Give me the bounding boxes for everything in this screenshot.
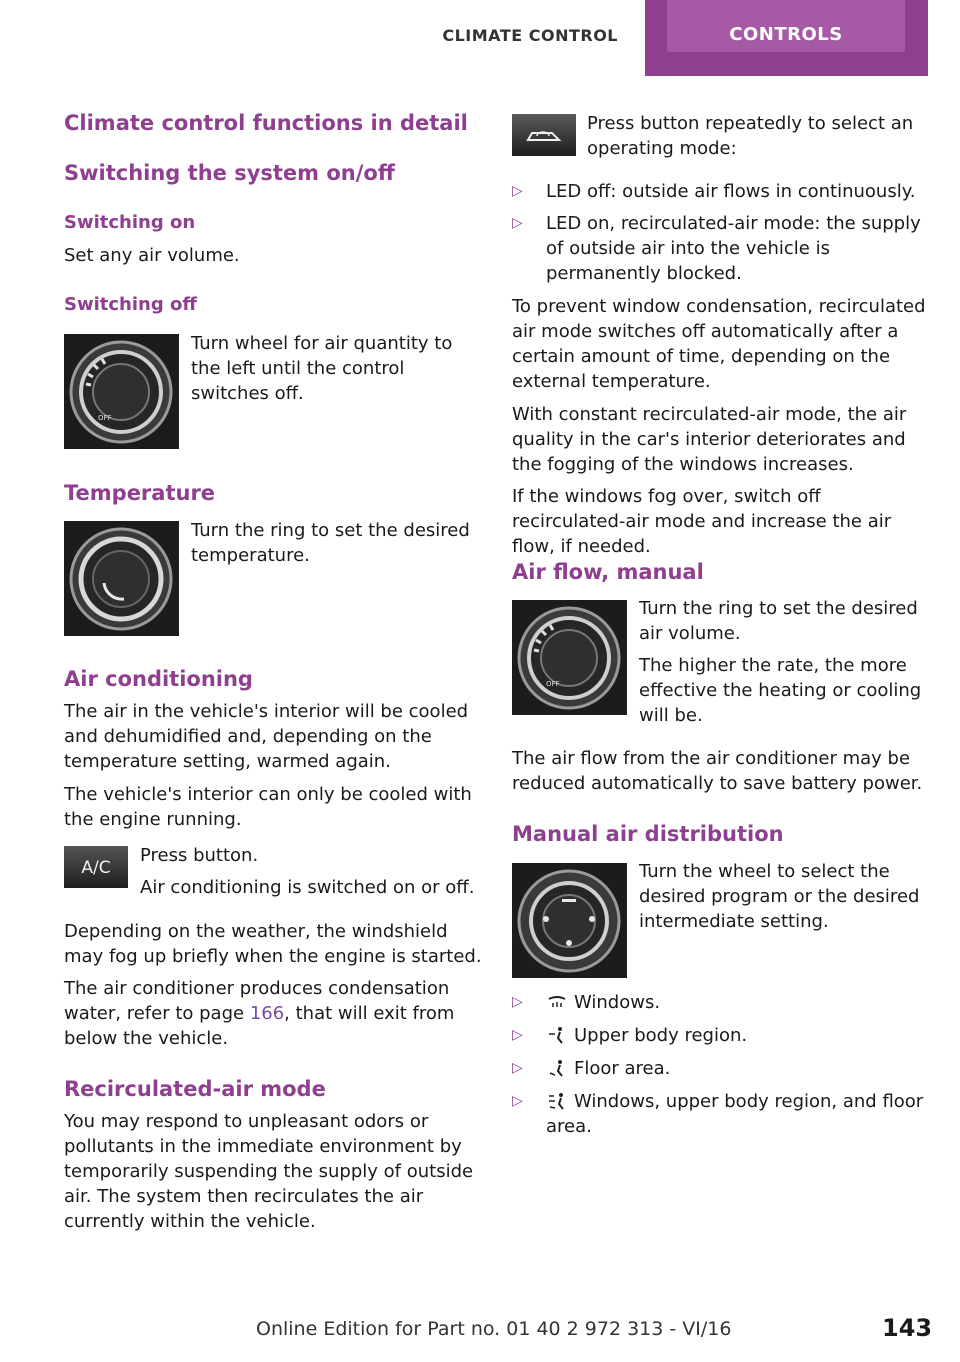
list-item bbox=[512, 990, 932, 1015]
list-item bbox=[512, 1023, 932, 1048]
bullet-triangle-icon: ▷ bbox=[512, 1027, 523, 1043]
dial-off-label: OFF bbox=[98, 414, 112, 422]
text-condensation-a: The air conditioner produces condensation water, refer to page bbox=[64, 978, 450, 1024]
page-number: 143 bbox=[882, 1314, 933, 1342]
list-item bbox=[512, 211, 932, 286]
text-mode-select: Press button repeatedly to select an operating mode: bbox=[587, 113, 914, 159]
heading-switching-on: Switching on bbox=[64, 212, 196, 233]
mode-bullet-text: LED off: outside air flows in continuously. bbox=[546, 181, 916, 202]
text-recirculated-air: You may respond to unpleasant odors or pollutants in the immediate environment by temporarily suspending the supply of outside air. The system then recirculates the air currently within the vehicle. bbox=[64, 1111, 474, 1232]
heading-temperature: Temperature bbox=[64, 481, 216, 505]
text-air-flow-reduced: The air flow from the air conditioner may be reduced automatically to save battery power. bbox=[512, 748, 923, 794]
bullet-triangle-icon: ▷ bbox=[512, 1060, 523, 1076]
dial-off-label: OFF bbox=[546, 680, 560, 688]
heading-air-flow-manual: Air flow, manual bbox=[512, 560, 704, 584]
chapter-title: CONTROLS bbox=[729, 24, 843, 45]
heading-onoff: Switching the system on/off bbox=[64, 161, 395, 185]
text-press-button: Press button. bbox=[140, 845, 259, 866]
text-condensation-b: , that will exit from below the vehicle. bbox=[64, 1003, 455, 1049]
text-switching-off: Turn wheel for air quantity to the left until the control switches off. bbox=[191, 333, 453, 404]
windshield-icon bbox=[546, 993, 568, 1011]
ac-button-icon bbox=[64, 846, 128, 888]
air-flow-dial-icon bbox=[512, 600, 627, 715]
text-condensation bbox=[64, 976, 484, 1051]
mode-bullet-list bbox=[512, 179, 932, 286]
text-windows-fog: If the windows fog over, switch off recirculated-air mode and increase the air flow, if needed. bbox=[512, 486, 892, 557]
text-temperature: Turn the ring to set the desired temperature. bbox=[191, 520, 470, 566]
distribution-bullet-list bbox=[512, 990, 932, 1139]
section-title: CLIMATE CONTROL bbox=[442, 26, 618, 45]
dial-icon bbox=[64, 334, 179, 449]
bullet-triangle-icon: ▷ bbox=[512, 994, 523, 1010]
bullet-triangle-icon: ▷ bbox=[512, 1093, 523, 1109]
distribution-bullet-text: Windows. bbox=[574, 992, 661, 1013]
heading-switching-off: Switching off bbox=[64, 294, 197, 315]
distribution-bullet-text: Windows, upper body region, and floor area. bbox=[546, 1091, 924, 1137]
text-ac-2: The vehicle's interior can only be cooled with the engine running. bbox=[64, 784, 472, 830]
heading-air-conditioning: Air conditioning bbox=[64, 667, 253, 691]
heading-details: Climate control functions in detail bbox=[64, 111, 468, 135]
recirculation-button-image bbox=[512, 114, 576, 156]
temperature-dial-image bbox=[64, 521, 179, 636]
text-ac-switched: Air conditioning is switched on or off. bbox=[140, 877, 475, 898]
text-prevent-condensation: To prevent window condensation, recirculated air mode switches off automatically after a certain amount of time, depending on the external temperature. bbox=[512, 296, 926, 392]
ac-button-image bbox=[64, 846, 128, 888]
text-switching-on: Set any air volume. bbox=[64, 245, 240, 266]
recirculation-car-icon bbox=[512, 114, 576, 156]
heading-recirculated-air: Recirculated-air mode bbox=[64, 1077, 326, 1101]
bullet-triangle-icon: ▷ bbox=[512, 215, 523, 231]
footer-edition: Online Edition for Part no. 01 40 2 972 313 - VI/16 bbox=[256, 1318, 732, 1340]
air-distribution-dial-image bbox=[512, 863, 627, 978]
list-item bbox=[512, 1089, 932, 1139]
text-air-flow-1: Turn the ring to set the desired air volume. bbox=[639, 598, 918, 644]
distribution-bullet-text: Floor area. bbox=[574, 1058, 671, 1079]
list-item bbox=[512, 179, 932, 204]
floor-area-icon bbox=[546, 1059, 568, 1077]
page-link-166[interactable]: 166 bbox=[249, 1003, 285, 1024]
temperature-dial-icon bbox=[64, 521, 179, 636]
text-weather: Depending on the weather, the windshield may fog up briefly when the engine is started. bbox=[64, 921, 482, 967]
text-constant-recirculation: With constant recirculated-air mode, the air quality in the car's interior deteriorates and the fogging of the windows increases. bbox=[512, 404, 907, 475]
list-item bbox=[512, 1056, 932, 1081]
upper-body-icon bbox=[546, 1026, 568, 1044]
text-ac-1: The air in the vehicle's interior will be cooled and dehumidified and, depending on the temperature setting, warmed again. bbox=[64, 701, 469, 772]
air-flow-dial-image bbox=[512, 600, 627, 715]
air-volume-dial-image bbox=[64, 334, 179, 449]
distribution-bullet-text: Upper body region. bbox=[574, 1025, 748, 1046]
ac-button-label: A/C bbox=[81, 858, 111, 878]
text-air-flow-2: The higher the rate, the more effective the heating or cooling will be. bbox=[639, 655, 922, 726]
text-air-distribution: Turn the wheel to select the desired program or the desired intermediate setting. bbox=[639, 861, 920, 932]
heading-manual-air-distribution: Manual air distribution bbox=[512, 822, 784, 846]
windows-body-floor-icon bbox=[546, 1092, 568, 1110]
bullet-triangle-icon: ▷ bbox=[512, 183, 523, 199]
mode-bullet-text: LED on, recirculated-air mode: the supply of outside air into the vehicle is permanently blocked. bbox=[546, 213, 921, 284]
air-distribution-dial-icon bbox=[512, 863, 627, 978]
